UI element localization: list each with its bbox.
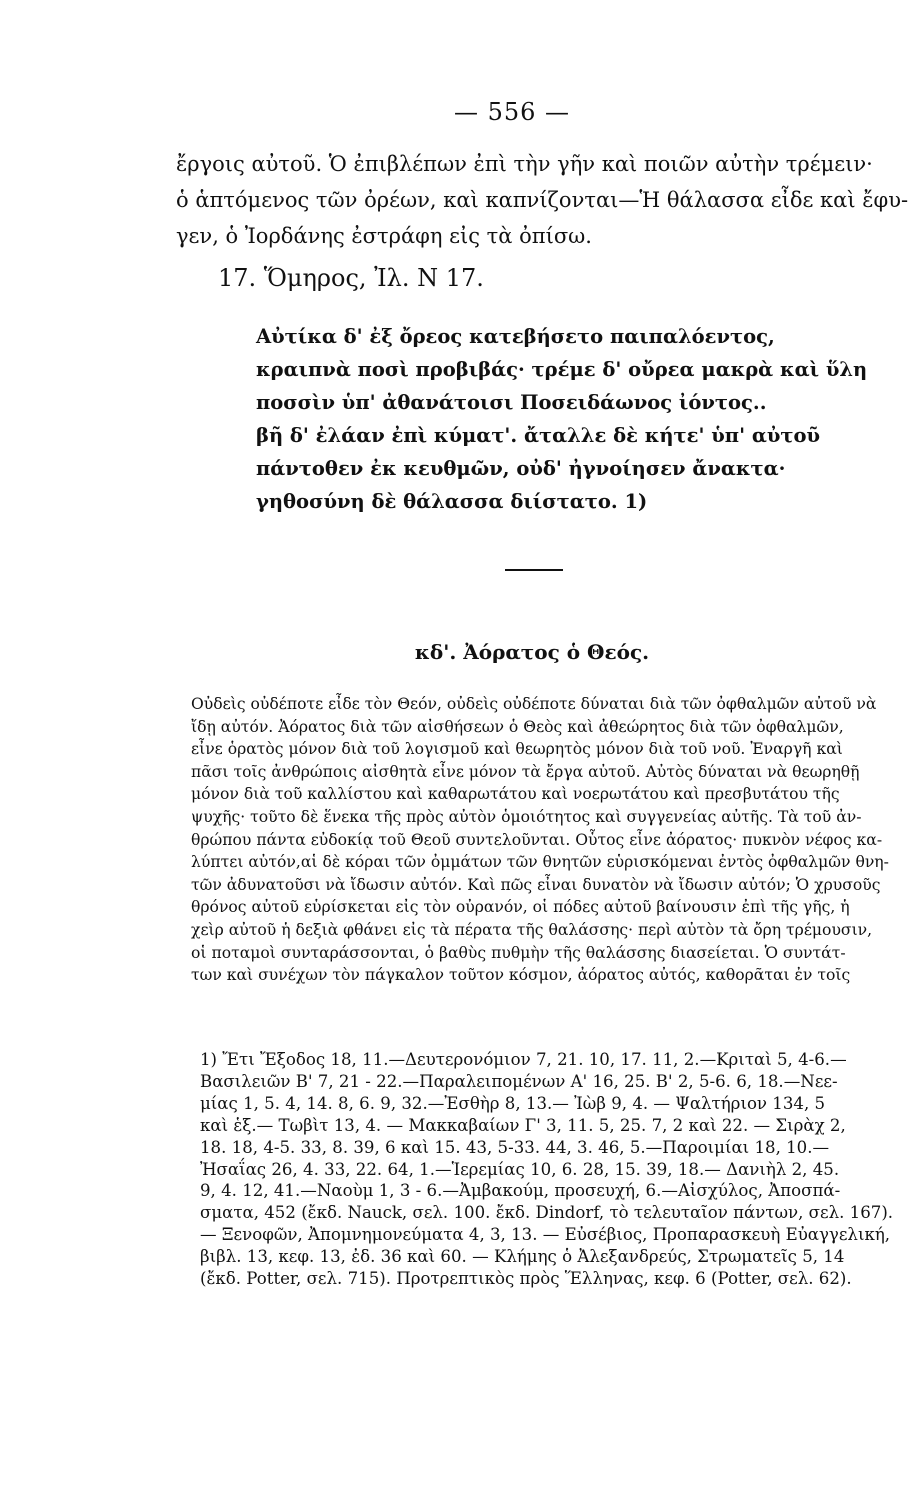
page-number: — 556 —	[453, 98, 571, 126]
intro-line: ὁ ἁπτόμενος τῶν ὀρέων, καὶ καπνίζονται—Ἡ θάλασσα εἶδε καὶ ἔφυ-	[176, 188, 909, 212]
body-line: εἶνε ὁρατὸς μόνον διὰ τοῦ λογισμοῦ καὶ θεωρητὸς μόνον διὰ τοῦ νοῦ. Ἐναργῆ καὶ	[191, 740, 843, 759]
section-title: κδ'. Ἀόρατος ὁ Θεός.	[414, 640, 650, 664]
body-line: μόνον διὰ τοῦ καλλίστου καὶ καθαρωτάτου καὶ νοερωτάτου καὶ πρεσβυτάτου τῆς	[191, 785, 840, 804]
verse-line: γηθοσύνη δὲ θάλασσα διίστατο. 1)	[256, 490, 648, 513]
intro-line: ἔργοις αὐτοῦ. Ὁ ἐπιβλέπων ἐπὶ τὴν γῆν καὶ ποιῶν αὐτὴν τρέμειν·	[176, 152, 873, 176]
body-line: θρόνος αὐτοῦ εὑρίσκεται εἰς τὸν οὐρανόν, οἱ πόδες αὐτοῦ βαίνουσιν ἐπὶ τῆς γῆς, ἡ	[191, 898, 850, 917]
footnote-line: (ἔκδ. Potter, σελ. 715). Προτρεπτικὸς πρὸς Ἕλληνας, κεφ. 6 (Potter, σελ. 62).	[200, 1269, 852, 1289]
verse-line: Αὐτίκα δ' ἐξ ὄρεος κατεβήσετο παιπαλόεντος,	[256, 325, 775, 348]
verse-line: βῆ δ' ἐλάαν ἐπὶ κύματ'. ἄταλλε δὲ κήτε' ὑπ' αὐτοῦ	[256, 424, 821, 447]
body-line: πᾶσι τοῖς ἀνθρώποις αἰσθητὰ εἶνε μόνον τὰ ἔργα αὐτοῦ. Αὐτὸς δύναται νὰ θεωρηθῇ	[191, 762, 860, 781]
footnote-line: 18. 18, 4-5. 33, 8. 39, 6 καὶ 15. 43, 5-33. 44, 3. 46, 5.—Παροιμίαι 18, 10.—	[200, 1137, 830, 1157]
body-line: ἴδῃ αὐτόν. Ἀόρατος διὰ τῶν αἰσθήσεων ὁ Θεὸς καὶ ἀθεώρητος διὰ τῶν ὀφθαλμῶν,	[191, 717, 844, 736]
body-line: χεὶρ αὐτοῦ ἡ δεξιὰ φθάνει εἰς τὰ πέρατα τῆς θαλάσσης· περὶ αὐτὸν τὰ ὄρη τρέμουσιν,	[191, 920, 873, 939]
footnote-line: καὶ ἑξ.— Τωβὶτ 13, 4. — Μακκαβαίων Γ' 3, 11. 5, 25. 7, 2 καὶ 22. — Σιρὰχ 2,	[200, 1115, 846, 1135]
intro-line: γεν, ὁ Ἰορδάνης ἐστράφη εἰς τὰ ὀπίσω.	[176, 224, 592, 248]
footnote-line: μίας 1, 5. 4, 14. 8, 6. 9, 32.—Ἐσθὴρ 8, 13.— Ἰὼβ 9, 4. — Ψαλτήριον 134, 5	[200, 1093, 826, 1113]
footnote-line: 9, 4. 12, 41.—Ναοὺμ 1, 3 - 6.—Ἀμβακούμ, προσευχή, 6.—Αἰσχύλος, Ἀποσπά-	[200, 1181, 841, 1201]
verse-line: ποσσὶν ὑπ' ἀθανάτοισι Ποσειδάωνος ἰόντος..	[256, 391, 767, 414]
section-divider	[505, 569, 563, 571]
footnote-line: — Ξενοφῶν, Ἀπομνημονεύματα 4, 3, 13. — Εὐσέβιος, Προπαρασκευὴ Εὐαγγελική,	[200, 1225, 891, 1245]
body-line: των καὶ συνέχων τὸν πάγκαλον τοῦτον κόσμον, ἀόρατος αὐτός, καθορᾶται ἐν τοῖς	[191, 966, 851, 985]
body-line: λύπτει αὐτόν,αἱ δὲ κόραι τῶν ὀμμάτων τῶν θνητῶν εὑρισκόμεναι ἐντὸς ὀφθαλμῶν θνη-	[191, 853, 889, 872]
body-line: τῶν ἀδυνατοῦσι νὰ ἴδωσιν αὐτόν. Καὶ πῶς εἶναι δυνατὸν νὰ ἴδωσιν αὐτόν; Ὁ χρυσοῦς	[191, 875, 881, 894]
footnote-line: Ἠσαΐας 26, 4. 33, 22. 64, 1.—Ἱερεμίας 10, 6. 28, 15. 39, 18.— Δανιὴλ 2, 45.	[200, 1159, 840, 1179]
footnote-line: Βασιλειῶν Β' 7, 21 - 22.—Παραλειπομένων Α' 16, 25. Β' 2, 5-6. 6, 18.—Νεε-	[200, 1071, 838, 1091]
footnote-line: 1) Ἔτι Ἔξοδος 18, 11.—Δευτερονόμιον 7, 21. 10, 17. 11, 2.—Κριταὶ 5, 4-6.—	[200, 1050, 847, 1069]
body-line: Οὐδεὶς οὐδέποτε εἶδε τὸν Θεόν, οὐδεὶς οὐδέποτε δύναται διὰ τῶν ὀφθαλμῶν αὐτοῦ νὰ	[191, 695, 877, 713]
body-paragraph	[191, 693, 891, 987]
footnote-line: σματα, 452 (ἔκδ. Nauck, σελ. 100. ἔκδ. Dindorf, τὸ τελευταῖον πάντων, σελ. 167).	[200, 1203, 894, 1223]
body-line: θρώπου πάντα εὐδοκίᾳ τοῦ Θεοῦ συντελοῦνται. Οὗτος εἶνε ἀόρατος· πυκνὸν νέφος κα-	[191, 830, 883, 849]
footnotes	[200, 1049, 900, 1290]
verse-line: πάντοθεν ἐκ κευθμῶν, οὐδ' ἠγνοίησεν ἄνακτα·	[256, 457, 786, 480]
intro-paragraph	[176, 146, 909, 254]
body-line: οἱ ποταμοὶ συνταράσσονται, ὁ βαθὺς πυθμὴν τῆς θαλάσσης διασείεται. Ὁ συντάτ-	[191, 943, 846, 962]
verse-block	[256, 320, 868, 518]
footnote-line: βιβλ. 13, κεφ. 13, ἐδ. 36 καὶ 60. — Κλήμης ὁ Ἀλεξανδρεύς, Στρωματεῖς 5, 14	[200, 1247, 845, 1267]
verse-line: κραιπνὰ ποσὶ προβιβάς· τρέμε δ' οὔρεα μακρὰ καὶ ὕλη	[256, 358, 868, 381]
body-line: ψυχῆς· τοῦτο δὲ ἕνεκα τῆς πρὸς αὐτὸν ὁμοιότητος καὶ συγγενείας αὐτῆς. Τὰ τοῦ ἀν-	[191, 807, 862, 826]
quote-heading: 17. Ὅμηρος, Ἰλ. Ν 17.	[218, 264, 484, 292]
